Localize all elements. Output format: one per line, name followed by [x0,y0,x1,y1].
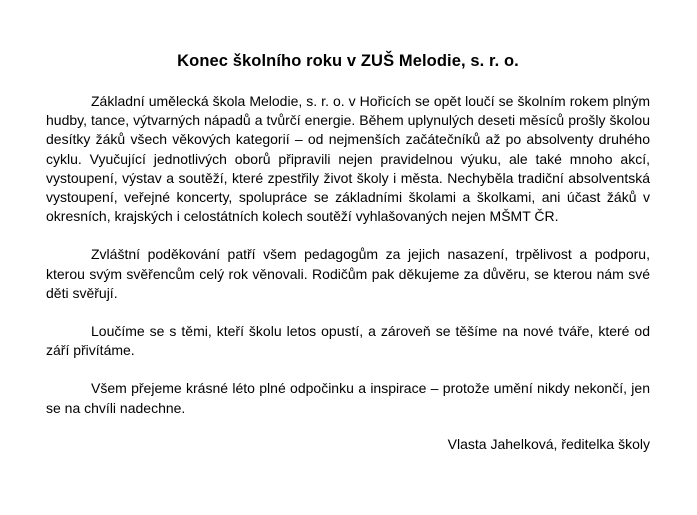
document-page [46,0,650,454]
paragraph-farewell: Loučíme se s těmi, kteří školu letos opustí, a zároveň se těšíme na nové tváře, které od září přivítáme. [46,323,650,359]
signature: Vlasta Jahelková, ředitelka školy [447,435,650,452]
paragraph-intro: Základní umělecká škola Melodie, s. r. o. v Hořicích se opět loučí se školním rokem plným hudby, tance, výtvarných nápadů a tvůrčí energie. Během uplynulých deseti měsíců prošly školou desítky žáků všech věkových kategorií – od nejmenších začátečníků až po absolventy druhého cyklu. Vyučující jednotlivých oborů připravili nejen pravidelnou výuku, ale také mnoho akcí, vystoupení, výstav a soutěží, které zpestřily život školy i města. Nechyběla tradiční absolventská vystoupení, veřejné koncerty, spolupráce se základními školami a školkami, ani účast žáků v okresních, krajských i celostátních kolech soutěží vyhlašovaných nejen MŠMT ČR. [46,93,650,225]
document-title: Konec školního roku v ZUŠ Melodie, s. r. o. [177,52,519,70]
paragraph-wishes: Všem přejeme krásné léto plné odpočinku a inspirace – protože umění nikdy nekončí, jen se na chvíli nadechne. [46,380,650,416]
paragraph-thanks: Zvláštní poděkování patří všem pedagogům za jejich nasazení, trpělivost a podporu, kterou svým svěřencům celý rok věnovali. Rodičům pak děkujeme za důvěru, se kterou nám své děti svěřují. [46,246,650,301]
